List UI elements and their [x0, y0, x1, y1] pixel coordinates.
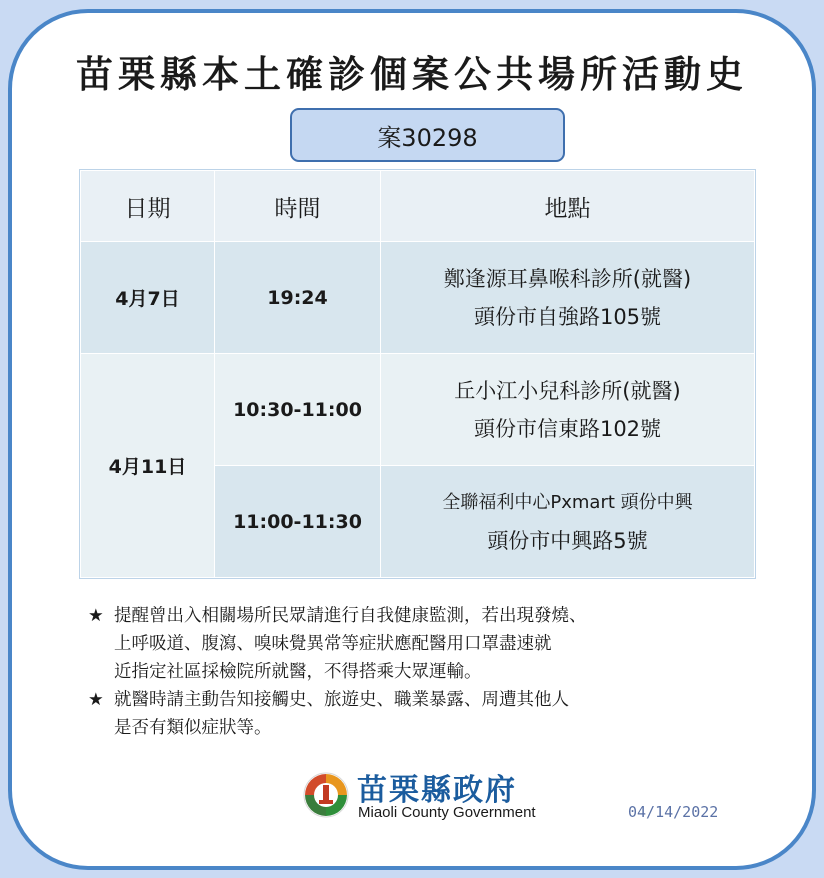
case-number-label: 案30298 — [377, 123, 478, 152]
header-time: 時間 — [215, 171, 381, 242]
row-location — [381, 466, 755, 578]
row-time: 19:24 — [215, 242, 381, 354]
row-time: 10:30-11:00 — [215, 354, 381, 466]
row-date: 4月11日 — [81, 354, 215, 578]
star-icon: ★ — [88, 690, 104, 710]
note-item — [88, 602, 788, 686]
notes-section — [88, 602, 788, 742]
table-row — [81, 354, 755, 466]
note-line: 上呼吸道、腹瀉、嗅味覺異常等症狀應配醫用口罩盡速就 — [114, 634, 552, 654]
note-line: 近指定社區採檢院所就醫，不得搭乘大眾運輸。 — [114, 662, 482, 682]
location-address: 頭份市信東路102號 — [473, 416, 662, 441]
row-time: 11:00-11:30 — [215, 466, 381, 578]
note-line: 就醫時請主動告知接觸史、旅遊史、職業暴露、周遭其他人 — [114, 690, 569, 710]
government-name-zh: 苗栗縣政府 — [357, 773, 517, 808]
location-place: 全聯福利中心Pxmart 頭份中興 — [442, 491, 693, 513]
row-location — [381, 354, 755, 466]
location-address: 頭份市中興路5號 — [487, 528, 648, 553]
row-location — [381, 242, 755, 354]
note-item — [88, 686, 788, 742]
row-date: 4月7日 — [81, 242, 215, 354]
location-place: 鄭逢源耳鼻喉科診所(就醫) — [443, 266, 692, 291]
star-icon: ★ — [88, 606, 104, 626]
table-header-row — [81, 171, 755, 242]
note-line: 提醒曾出入相關場所民眾請進行自我健康監測，若出現發燒、 — [114, 606, 587, 626]
location-address: 頭份市自強路105號 — [473, 304, 662, 329]
publish-date: 04/14/2022 — [628, 803, 719, 821]
table-row — [81, 242, 755, 354]
location-place: 丘小江小兒科診所(就醫) — [454, 378, 681, 403]
note-line: 是否有類似症狀等。 — [114, 718, 272, 738]
header-date: 日期 — [81, 171, 215, 242]
case-number-badge — [290, 108, 565, 162]
miaoli-county-emblem-icon — [303, 772, 349, 818]
government-name-en: Miaoli County Government — [358, 804, 536, 821]
activity-table — [80, 170, 755, 578]
header-place: 地點 — [381, 171, 755, 242]
page-title: 苗栗縣本土確診個案公共場所活動史 — [76, 52, 748, 96]
